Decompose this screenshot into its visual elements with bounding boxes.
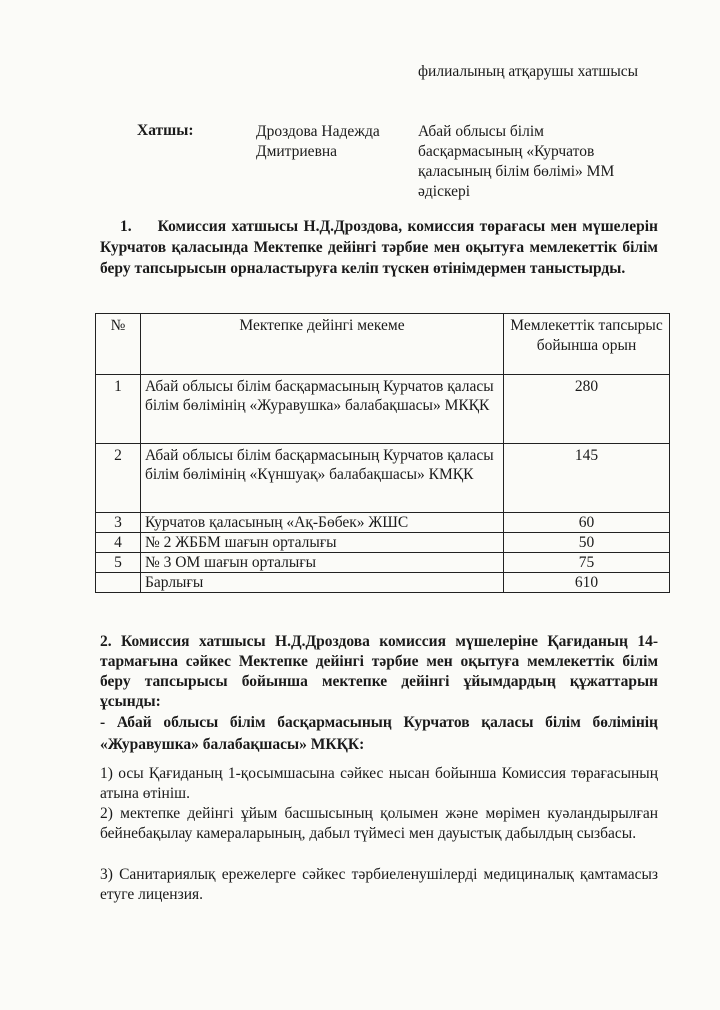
- table-row: [96, 553, 670, 573]
- list-item: 3) Санитариялық ережелерге сәйкес тәрбиеленушілерді медициналық қамтамасыз етуге лицензия.: [100, 866, 658, 903]
- row-name: Абай облысы білім басқармасының Курчатов қаласы білім бөлімінің «Журавушка» балабақшасы» МКҚК: [141, 375, 504, 444]
- total-places: 610: [504, 573, 670, 593]
- section-2-subheading: - Абай облысы білім басқармасының Курчатов қаласы білім бөлімінің «Журавушка» балабақшасы» МКҚК:: [100, 714, 658, 753]
- secretary-label: Хатшы:: [137, 122, 194, 139]
- row-no: 1: [96, 375, 141, 444]
- row-name: № 2 ЖББМ шағын орталығы: [141, 533, 504, 553]
- row-places: 280: [504, 375, 670, 444]
- total-no-empty: [96, 573, 141, 593]
- table-row: [96, 513, 670, 533]
- table-row: [96, 533, 670, 553]
- list-item: 1) осы Қағиданың 1-қосымшасына сәйкес нысан бойынша Комиссия төрағасының атына өтініш.: [100, 765, 658, 802]
- table-row: [96, 375, 670, 444]
- row-places: 75: [504, 553, 670, 573]
- list-item: 2) мектепке дейінгі ұйым басшысының қолымен және мөрімен куәландырылған бейнебақылау камераларының, дабыл түймесі мен дауыстық дабылдың сызбасы.: [100, 805, 658, 842]
- total-label: Барлығы: [141, 573, 504, 593]
- header-places: Мемлекеттік тапсырыс бойынша орын: [504, 314, 670, 375]
- section-1-text: Комиссия хатшысы Н.Д.Дроздова, комиссия төрағасы мен мүшелерін Курчатов қаласында Мектепке дейінгі тәрбие мен оқытуға мемлекеттік білім беру тапсырысын орналастыруға келіп түскен өтінімдермен таныстырды.: [100, 218, 658, 277]
- section-1-number: 1.: [120, 218, 132, 235]
- header-no: №: [96, 314, 141, 375]
- table-row: [96, 444, 670, 513]
- header-institution: Мектепке дейінгі мекеме: [141, 314, 504, 375]
- row-name: № 3 ОМ шағын орталығы: [141, 553, 504, 573]
- secretary-role: Абай облысы білім басқармасының «Курчатов қаласының білім бөлімі» ММ әдіскері: [418, 123, 615, 200]
- row-name: Курчатов қаласының «Ақ-Бөбек» ЖШС: [141, 513, 504, 533]
- institutions-table: [95, 313, 670, 593]
- row-places: 50: [504, 533, 670, 553]
- row-no: 3: [96, 513, 141, 533]
- table-header-row: [96, 314, 670, 375]
- table-total-row: [96, 573, 670, 593]
- row-places: 145: [504, 444, 670, 513]
- row-places: 60: [504, 513, 670, 533]
- row-no: 2: [96, 444, 141, 513]
- secretary-name: Дроздова Надежда Дмитриевна: [256, 123, 380, 160]
- section-1-paragraph: [100, 216, 658, 279]
- row-name: Абай облысы білім басқармасының Курчатов қаласы білім бөлімінің «Күншуақ» балабақшасы» КМҚК: [141, 444, 504, 513]
- header-role-line: филиалының атқарушы хатшысы: [418, 63, 639, 80]
- row-no: 4: [96, 533, 141, 553]
- row-no: 5: [96, 553, 141, 573]
- section-2-paragraph: 2. Комиссия хатшысы Н.Д.Дроздова комиссия мүшелеріне Қағиданың 14-тармағына сәйкес Мектепке дейінгі тәрбие мен оқытуға мемлекеттік білім беру тапсырысы бойынша мектепке дейінгі ұйымдардың құжаттарын ұсынды:: [100, 633, 658, 710]
